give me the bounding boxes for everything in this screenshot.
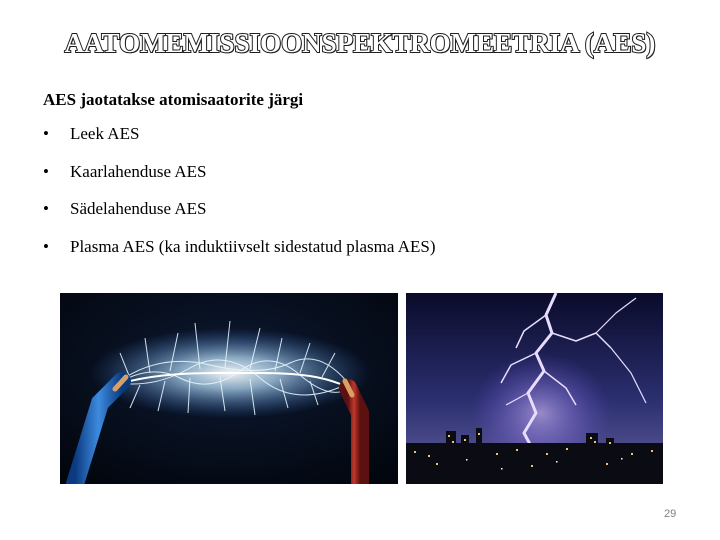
bullet-text: Sädelahenduse AES: [70, 199, 207, 218]
spark-wires-photo: [60, 293, 398, 484]
bullet-icon: •: [43, 161, 49, 181]
bullet-text: Kaarlahenduse AES: [70, 161, 207, 181]
page-number: 29: [664, 508, 677, 520]
lightning-city-photo: [406, 293, 663, 484]
slide-title: AATOMEMISSIOONSPEKTROMEETRIA (AES): [64, 28, 656, 58]
list-item: [43, 124, 435, 162]
bullet-text: Leek AES: [70, 124, 140, 143]
bullet-icon: •: [43, 199, 49, 218]
slide-subtitle: AES jaotatakse atomisaatorite järgi: [43, 90, 304, 109]
bullet-list: [43, 124, 435, 274]
bullet-icon: •: [43, 236, 49, 256]
list-item: [43, 199, 435, 237]
list-item: [43, 237, 435, 275]
bullet-icon: •: [43, 124, 49, 143]
bullet-text: Plasma AES (ka induktiivselt sidestatud plasma AES): [70, 236, 436, 256]
list-item: [43, 162, 435, 200]
